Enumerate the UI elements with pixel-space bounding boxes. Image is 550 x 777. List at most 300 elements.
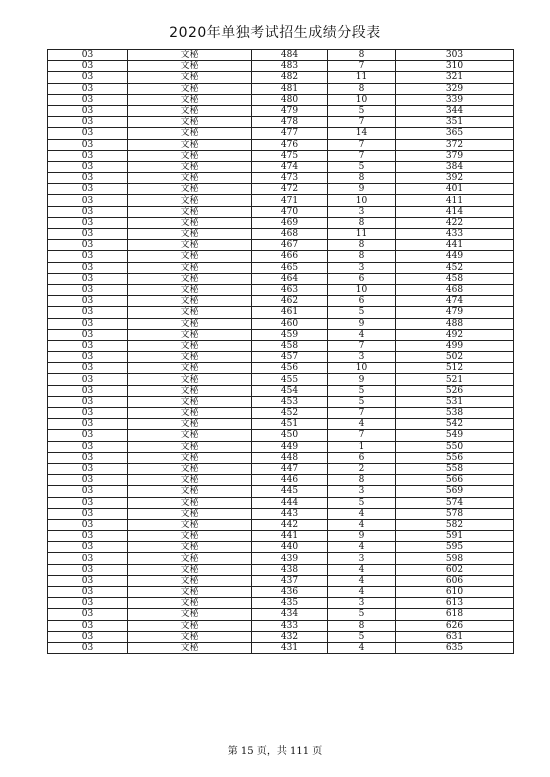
cumulative-cell: 618 — [396, 609, 514, 620]
subject-cell: 文秘 — [128, 94, 252, 105]
score-cell: 478 — [252, 117, 328, 128]
code-cell: 03 — [48, 273, 128, 284]
cumulative-cell: 521 — [396, 374, 514, 385]
subject-cell: 文秘 — [128, 475, 252, 486]
table-row — [48, 117, 514, 128]
subject-cell: 文秘 — [128, 542, 252, 553]
table-row — [48, 72, 514, 83]
code-cell: 03 — [48, 486, 128, 497]
count-cell: 5 — [328, 631, 396, 642]
cumulative-cell: 441 — [396, 240, 514, 251]
code-cell: 03 — [48, 598, 128, 609]
cumulative-cell: 474 — [396, 296, 514, 307]
count-cell: 4 — [328, 419, 396, 430]
score-cell: 449 — [252, 441, 328, 452]
cumulative-cell: 379 — [396, 150, 514, 161]
count-cell: 5 — [328, 161, 396, 172]
count-cell: 8 — [328, 173, 396, 184]
table-row — [48, 475, 514, 486]
table-row — [48, 240, 514, 251]
table-row — [48, 161, 514, 172]
cumulative-cell: 542 — [396, 419, 514, 430]
score-cell: 472 — [252, 184, 328, 195]
cumulative-cell: 468 — [396, 284, 514, 295]
table-row — [48, 519, 514, 530]
cumulative-cell: 452 — [396, 262, 514, 273]
count-cell: 8 — [328, 83, 396, 94]
subject-cell: 文秘 — [128, 609, 252, 620]
score-cell: 477 — [252, 128, 328, 139]
subject-cell: 文秘 — [128, 620, 252, 631]
table-row — [48, 352, 514, 363]
code-cell: 03 — [48, 173, 128, 184]
subject-cell: 文秘 — [128, 206, 252, 217]
table-row — [48, 184, 514, 195]
table-row — [48, 564, 514, 575]
count-cell: 8 — [328, 240, 396, 251]
count-cell: 8 — [328, 251, 396, 262]
code-cell: 03 — [48, 519, 128, 530]
table-row — [48, 94, 514, 105]
code-cell: 03 — [48, 72, 128, 83]
table-row — [48, 217, 514, 228]
score-cell: 442 — [252, 519, 328, 530]
subject-cell: 文秘 — [128, 117, 252, 128]
score-cell: 435 — [252, 598, 328, 609]
table-row — [48, 542, 514, 553]
score-cell: 480 — [252, 94, 328, 105]
score-cell: 468 — [252, 229, 328, 240]
subject-cell: 文秘 — [128, 385, 252, 396]
cumulative-cell: 339 — [396, 94, 514, 105]
cumulative-cell: 433 — [396, 229, 514, 240]
table-row — [48, 553, 514, 564]
score-cell: 434 — [252, 609, 328, 620]
score-cell: 447 — [252, 463, 328, 474]
cumulative-cell: 558 — [396, 463, 514, 474]
code-cell: 03 — [48, 139, 128, 150]
table-row — [48, 105, 514, 116]
cumulative-cell: 329 — [396, 83, 514, 94]
code-cell: 03 — [48, 352, 128, 363]
code-cell: 03 — [48, 430, 128, 441]
count-cell: 9 — [328, 374, 396, 385]
code-cell: 03 — [48, 61, 128, 72]
code-cell: 03 — [48, 419, 128, 430]
count-cell: 4 — [328, 542, 396, 553]
table-row — [48, 307, 514, 318]
score-cell: 439 — [252, 553, 328, 564]
table-row — [48, 575, 514, 586]
page-title: 2020年单独考试招生成绩分段表 — [169, 25, 381, 41]
code-cell: 03 — [48, 50, 128, 61]
subject-cell: 文秘 — [128, 61, 252, 72]
table-row — [48, 296, 514, 307]
cumulative-cell: 449 — [396, 251, 514, 262]
table-row — [48, 385, 514, 396]
count-cell: 3 — [328, 262, 396, 273]
score-cell: 482 — [252, 72, 328, 83]
table-row — [48, 284, 514, 295]
count-cell: 6 — [328, 273, 396, 284]
code-cell: 03 — [48, 497, 128, 508]
count-cell: 4 — [328, 587, 396, 598]
score-cell: 450 — [252, 430, 328, 441]
cumulative-cell: 569 — [396, 486, 514, 497]
score-cell: 484 — [252, 50, 328, 61]
subject-cell: 文秘 — [128, 352, 252, 363]
subject-cell: 文秘 — [128, 240, 252, 251]
table-row — [48, 329, 514, 340]
code-cell: 03 — [48, 206, 128, 217]
page-footer: 第 15 页，共 111 页 — [227, 746, 323, 757]
score-cell: 457 — [252, 352, 328, 363]
table-row — [48, 229, 514, 240]
table-row — [48, 251, 514, 262]
cumulative-cell: 613 — [396, 598, 514, 609]
count-cell: 2 — [328, 463, 396, 474]
count-cell: 3 — [328, 553, 396, 564]
code-cell: 03 — [48, 587, 128, 598]
table-row — [48, 587, 514, 598]
code-cell: 03 — [48, 408, 128, 419]
count-cell: 7 — [328, 340, 396, 351]
subject-cell: 文秘 — [128, 441, 252, 452]
score-table — [47, 49, 514, 654]
score-cell: 437 — [252, 575, 328, 586]
code-cell: 03 — [48, 475, 128, 486]
cumulative-cell: 606 — [396, 575, 514, 586]
code-cell: 03 — [48, 229, 128, 240]
count-cell: 4 — [328, 519, 396, 530]
table-row — [48, 50, 514, 61]
subject-cell: 文秘 — [128, 184, 252, 195]
code-cell: 03 — [48, 396, 128, 407]
cumulative-cell: 550 — [396, 441, 514, 452]
subject-cell: 文秘 — [128, 251, 252, 262]
code-cell: 03 — [48, 340, 128, 351]
cumulative-cell: 531 — [396, 396, 514, 407]
code-cell: 03 — [48, 609, 128, 620]
code-cell: 03 — [48, 463, 128, 474]
subject-cell: 文秘 — [128, 587, 252, 598]
table-row — [48, 206, 514, 217]
code-cell: 03 — [48, 531, 128, 542]
subject-cell: 文秘 — [128, 150, 252, 161]
subject-cell: 文秘 — [128, 284, 252, 295]
code-cell: 03 — [48, 318, 128, 329]
score-cell: 469 — [252, 217, 328, 228]
score-cell: 438 — [252, 564, 328, 575]
count-cell: 5 — [328, 385, 396, 396]
score-cell: 463 — [252, 284, 328, 295]
table-row — [48, 508, 514, 519]
table-row — [48, 396, 514, 407]
code-cell: 03 — [48, 307, 128, 318]
table-row — [48, 61, 514, 72]
score-cell: 467 — [252, 240, 328, 251]
score-cell: 476 — [252, 139, 328, 150]
table-row — [48, 318, 514, 329]
score-cell: 436 — [252, 587, 328, 598]
table-row — [48, 150, 514, 161]
count-cell: 7 — [328, 139, 396, 150]
count-cell: 3 — [328, 486, 396, 497]
table-row — [48, 128, 514, 139]
cumulative-cell: 310 — [396, 61, 514, 72]
subject-cell: 文秘 — [128, 508, 252, 519]
table-row — [48, 340, 514, 351]
count-cell: 3 — [328, 352, 396, 363]
cumulative-cell: 635 — [396, 642, 514, 653]
score-cell: 443 — [252, 508, 328, 519]
table-row — [48, 452, 514, 463]
code-cell: 03 — [48, 553, 128, 564]
count-cell: 8 — [328, 217, 396, 228]
cumulative-cell: 602 — [396, 564, 514, 575]
score-cell: 432 — [252, 631, 328, 642]
cumulative-cell: 351 — [396, 117, 514, 128]
table-row — [48, 419, 514, 430]
code-cell: 03 — [48, 452, 128, 463]
cumulative-cell: 538 — [396, 408, 514, 419]
code-cell: 03 — [48, 161, 128, 172]
cumulative-cell: 492 — [396, 329, 514, 340]
subject-cell: 文秘 — [128, 83, 252, 94]
subject-cell: 文秘 — [128, 72, 252, 83]
score-cell: 455 — [252, 374, 328, 385]
count-cell: 6 — [328, 452, 396, 463]
table-row — [48, 486, 514, 497]
score-cell: 453 — [252, 396, 328, 407]
score-cell: 473 — [252, 173, 328, 184]
table-row — [48, 642, 514, 653]
score-cell: 464 — [252, 273, 328, 284]
subject-cell: 文秘 — [128, 564, 252, 575]
code-cell: 03 — [48, 620, 128, 631]
code-cell: 03 — [48, 150, 128, 161]
code-cell: 03 — [48, 251, 128, 262]
count-cell: 10 — [328, 363, 396, 374]
subject-cell: 文秘 — [128, 553, 252, 564]
subject-cell: 文秘 — [128, 173, 252, 184]
subject-cell: 文秘 — [128, 598, 252, 609]
cumulative-cell: 574 — [396, 497, 514, 508]
code-cell: 03 — [48, 240, 128, 251]
count-cell: 4 — [328, 329, 396, 340]
score-cell: 470 — [252, 206, 328, 217]
score-cell: 452 — [252, 408, 328, 419]
score-cell: 475 — [252, 150, 328, 161]
code-cell: 03 — [48, 631, 128, 642]
score-cell: 431 — [252, 642, 328, 653]
code-cell: 03 — [48, 217, 128, 228]
code-cell: 03 — [48, 262, 128, 273]
cumulative-cell: 526 — [396, 385, 514, 396]
count-cell: 7 — [328, 61, 396, 72]
subject-cell: 文秘 — [128, 50, 252, 61]
cumulative-cell: 631 — [396, 631, 514, 642]
code-cell: 03 — [48, 564, 128, 575]
code-cell: 03 — [48, 83, 128, 94]
score-cell: 471 — [252, 195, 328, 206]
subject-cell: 文秘 — [128, 519, 252, 530]
score-cell: 458 — [252, 340, 328, 351]
count-cell: 5 — [328, 609, 396, 620]
subject-cell: 文秘 — [128, 296, 252, 307]
score-cell: 454 — [252, 385, 328, 396]
code-cell: 03 — [48, 195, 128, 206]
table-row — [48, 173, 514, 184]
table-row — [48, 262, 514, 273]
table-row — [48, 631, 514, 642]
cumulative-cell: 582 — [396, 519, 514, 530]
cumulative-cell: 626 — [396, 620, 514, 631]
score-cell: 465 — [252, 262, 328, 273]
subject-cell: 文秘 — [128, 408, 252, 419]
code-cell: 03 — [48, 117, 128, 128]
count-cell: 10 — [328, 195, 396, 206]
cumulative-cell: 556 — [396, 452, 514, 463]
count-cell: 4 — [328, 575, 396, 586]
table-body — [48, 50, 514, 654]
cumulative-cell: 392 — [396, 173, 514, 184]
cumulative-cell: 422 — [396, 217, 514, 228]
table-row — [48, 430, 514, 441]
subject-cell: 文秘 — [128, 262, 252, 273]
score-cell: 448 — [252, 452, 328, 463]
subject-cell: 文秘 — [128, 642, 252, 653]
subject-cell: 文秘 — [128, 396, 252, 407]
subject-cell: 文秘 — [128, 307, 252, 318]
cumulative-cell: 566 — [396, 475, 514, 486]
count-cell: 7 — [328, 430, 396, 441]
subject-cell: 文秘 — [128, 374, 252, 385]
count-cell: 11 — [328, 229, 396, 240]
score-cell: 451 — [252, 419, 328, 430]
count-cell: 3 — [328, 206, 396, 217]
cumulative-cell: 610 — [396, 587, 514, 598]
count-cell: 5 — [328, 497, 396, 508]
score-cell: 445 — [252, 486, 328, 497]
code-cell: 03 — [48, 575, 128, 586]
subject-cell: 文秘 — [128, 217, 252, 228]
subject-cell: 文秘 — [128, 452, 252, 463]
count-cell: 10 — [328, 284, 396, 295]
cumulative-cell: 499 — [396, 340, 514, 351]
table-row — [48, 273, 514, 284]
count-cell: 5 — [328, 396, 396, 407]
count-cell: 8 — [328, 620, 396, 631]
cumulative-cell: 401 — [396, 184, 514, 195]
score-cell: 446 — [252, 475, 328, 486]
subject-cell: 文秘 — [128, 430, 252, 441]
subject-cell: 文秘 — [128, 318, 252, 329]
subject-cell: 文秘 — [128, 273, 252, 284]
subject-cell: 文秘 — [128, 329, 252, 340]
count-cell: 1 — [328, 441, 396, 452]
cumulative-cell: 591 — [396, 531, 514, 542]
subject-cell: 文秘 — [128, 463, 252, 474]
code-cell: 03 — [48, 184, 128, 195]
score-cell: 483 — [252, 61, 328, 72]
count-cell: 4 — [328, 508, 396, 519]
cumulative-cell: 578 — [396, 508, 514, 519]
subject-cell: 文秘 — [128, 575, 252, 586]
score-cell: 474 — [252, 161, 328, 172]
code-cell: 03 — [48, 94, 128, 105]
score-cell: 466 — [252, 251, 328, 262]
count-cell: 5 — [328, 105, 396, 116]
cumulative-cell: 384 — [396, 161, 514, 172]
cumulative-cell: 303 — [396, 50, 514, 61]
score-cell: 460 — [252, 318, 328, 329]
cumulative-cell: 512 — [396, 363, 514, 374]
subject-cell: 文秘 — [128, 531, 252, 542]
code-cell: 03 — [48, 642, 128, 653]
table-row — [48, 139, 514, 150]
score-cell: 456 — [252, 363, 328, 374]
count-cell: 8 — [328, 50, 396, 61]
score-cell: 444 — [252, 497, 328, 508]
count-cell: 11 — [328, 72, 396, 83]
subject-cell: 文秘 — [128, 631, 252, 642]
code-cell: 03 — [48, 284, 128, 295]
code-cell: 03 — [48, 105, 128, 116]
cumulative-cell: 372 — [396, 139, 514, 150]
count-cell: 4 — [328, 564, 396, 575]
score-cell: 462 — [252, 296, 328, 307]
code-cell: 03 — [48, 296, 128, 307]
table-row — [48, 374, 514, 385]
cumulative-cell: 502 — [396, 352, 514, 363]
cumulative-cell: 414 — [396, 206, 514, 217]
table-row — [48, 408, 514, 419]
cumulative-cell: 488 — [396, 318, 514, 329]
score-cell: 440 — [252, 542, 328, 553]
score-cell: 459 — [252, 329, 328, 340]
table-row — [48, 497, 514, 508]
subject-cell: 文秘 — [128, 363, 252, 374]
score-cell: 479 — [252, 105, 328, 116]
code-cell: 03 — [48, 374, 128, 385]
cumulative-cell: 479 — [396, 307, 514, 318]
table-row — [48, 441, 514, 452]
subject-cell: 文秘 — [128, 419, 252, 430]
cumulative-cell: 458 — [396, 273, 514, 284]
cumulative-cell: 598 — [396, 553, 514, 564]
score-cell: 461 — [252, 307, 328, 318]
cumulative-cell: 365 — [396, 128, 514, 139]
subject-cell: 文秘 — [128, 497, 252, 508]
count-cell: 9 — [328, 318, 396, 329]
code-cell: 03 — [48, 363, 128, 374]
code-cell: 03 — [48, 542, 128, 553]
subject-cell: 文秘 — [128, 340, 252, 351]
score-cell: 441 — [252, 531, 328, 542]
table-row — [48, 463, 514, 474]
table-row — [48, 531, 514, 542]
code-cell: 03 — [48, 385, 128, 396]
table-row — [48, 363, 514, 374]
count-cell: 7 — [328, 408, 396, 419]
table-row — [48, 609, 514, 620]
count-cell: 9 — [328, 184, 396, 195]
subject-cell: 文秘 — [128, 486, 252, 497]
count-cell: 9 — [328, 531, 396, 542]
cumulative-cell: 321 — [396, 72, 514, 83]
cumulative-cell: 595 — [396, 542, 514, 553]
